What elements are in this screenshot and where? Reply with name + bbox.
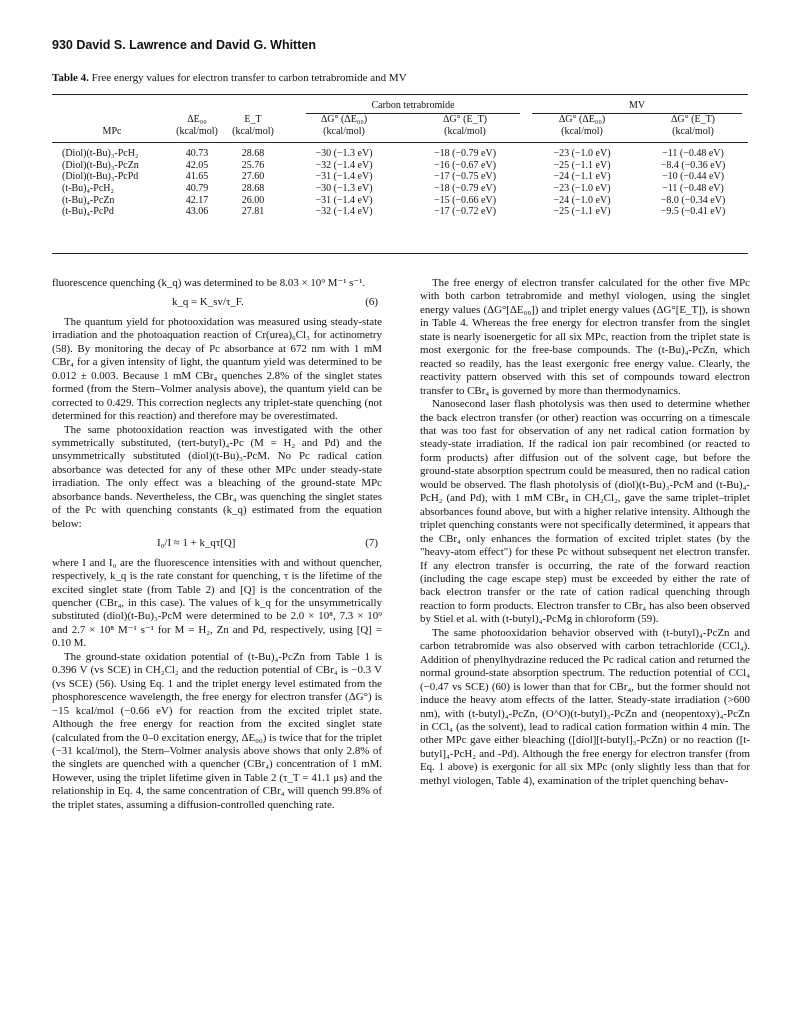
table-cell: −24 (−1.0 eV) xyxy=(553,194,611,206)
header-mv-g-et: ΔG° (E_T) xyxy=(670,114,716,125)
table-row xyxy=(52,160,748,172)
table-cell-mpc: (Diol)(t-Bu)₃-PcH₂ xyxy=(62,148,139,160)
table-cell: −17 (−0.72 eV) xyxy=(433,206,497,218)
header-e00-unit: (kcal/mol) xyxy=(176,125,218,137)
table-row xyxy=(52,183,748,195)
equation-6 xyxy=(52,296,382,309)
header-e00: ΔE₀₀ xyxy=(187,114,207,125)
table-row xyxy=(52,148,748,160)
header-mpc: MPc xyxy=(102,125,122,137)
table-cell: −8.4 (−0.36 eV) xyxy=(660,159,726,171)
table-cell-mpc: (t-Bu)₄-PcPd xyxy=(62,206,114,218)
free-energy-table xyxy=(52,100,748,218)
table-cell-mpc: (Diol)(t-Bu)₃-PcZn xyxy=(62,159,139,171)
group-header-carbon-tetrabromide: Carbon tetrabromide xyxy=(306,100,520,114)
paragraph: where I and I₀ are the fluorescence intensities with and without quencher, respectively, k_q is the rate constant for quenching, τ is the lifetime of the excited singlet state (from Table 2) and [Q] is the concentration of the quencher (CBr₄, in this case). The values of k_q for the unsymmetrically substituted (diol)(t-Bu)₃-PcM were determined to be 2.0 × 10⁸, 7.3 × 10⁹ and 2.7 × 10⁸ M⁻¹ s⁻¹ for M = H₂, Zn and Pd, respectively, using [Q] = 0.10 M. xyxy=(52,556,382,650)
paragraph: Nanosecond laser flash photolysis was then used to determine whether the back electron transfer (or other) reaction was occurring on a timescale that was too fast for observation of any net radical cation formation by steady-state irradiation. If the radical ion pair recombined (or reacted to form products) after diffusion out of the solvent cage, but before the ground-state absorption spectrum could be measured, then no radical cation would be observed. The flash photolysis of (diol)(t-Bu)₃-PcM and (t-Bu)₄-PcH₂ (and Pd), with 1 mM CBr₄ in CH₂Cl₂, gave the same triplet–triplet absorbances found above, but with a higher relative intensity. Although the triplet quenching constants were not specifically determined, it appears that the CBr₄ only enhances the formation of excited triplet states (by the "heavy-atom effect") for these Pc without subsequent net electron transfer. If any electron transfer is occurring, the rate of the forward reaction (including the cage escape step) must be exceeded by either the rate of back electron transfer or the rate of cation radical quenching through reaction to form products. Electron transfer to CBr₄ has also been observed by Stiel et al. with (t-butyl)₄-PcMg in chloroform (59). xyxy=(420,398,750,626)
table-cell: −25 (−1.1 eV) xyxy=(553,206,611,218)
table-cell: −30 (−1.3 eV) xyxy=(315,148,373,160)
table-cell: −18 (−0.79 eV) xyxy=(433,148,497,160)
table-cell: −18 (−0.79 eV) xyxy=(433,182,497,194)
table-cell: 28.68 xyxy=(241,148,265,160)
right-column xyxy=(420,277,750,788)
header-mv-g-e00-unit: (kcal/mol) xyxy=(561,125,603,137)
table-cell: −8.0 (−0.34 eV) xyxy=(660,194,726,206)
header-ct-g-e00-unit: (kcal/mol) xyxy=(323,125,365,137)
table-row xyxy=(52,195,748,207)
header-et: E_T xyxy=(244,114,262,125)
paragraph: The same photooxidation reaction was investigated with the other symmetrically substituted, (tert-butyl)₄-Pc (M = H₂ and Pd) and the unsymmetrically substituted (diol)(t-Bu)₃-PcM. No Pc radical cation absorbance was detected for any of these other MPc under steady-state irradiation. The only effect was a bleaching of the ground-state MPc absorbance bands. Nevertheless, the CBr₄ was quenching the singlet states of the Pc with quenching constants (k_q) estimated from the equation below: xyxy=(52,423,382,530)
group-header-mv: MV xyxy=(532,100,742,114)
header-ct-g-et: ΔG° (E_T) xyxy=(442,114,488,125)
table-row xyxy=(52,171,748,183)
table-cell-mpc: (Diol)(t-Bu)₃-PcPd xyxy=(62,171,139,183)
equation-6-body: k_q = K_sv/τ_F. xyxy=(172,296,244,309)
paragraph: The quantum yield for photooxidation was measured using steady-state irradiation and the photoaquation reaction of Cr(urea)₆Cl₃ for actinometry (58). By monitoring the decay of Pc absorbance at 672 nm with 1 mM CBr₄ for a given intensity of light, the quantum yield was determined to be 0.012 ± 0.003. Because 1 mM CBr₄ quenches 2.8% of the singlet states formed (from the Stern–Volmer analysis above), the quantum yield can be corrected to 0.429. This correction neglects any triplet-state quenching (not determined for this reaction) and therefore may be overestimated. xyxy=(52,315,382,423)
table-cell: 40.79 xyxy=(185,182,209,194)
table-cell: −17 (−0.75 eV) xyxy=(433,171,497,183)
header-et-unit: (kcal/mol) xyxy=(232,125,274,137)
paragraph: The free energy of electron transfer calculated for the other five MPc with both carbon tetrabromide and methyl viologen, using the singlet energy values (ΔG°[ΔE₀₀]) and triplet energy values (ΔG°[E_T]), is shown in Table 4. Whereas the free energy for electron transfer from the singlet state is nearly isoenergetic for all six MPc, reaction from the triplet state is most exergonic for the free-base compounds. The (t-Bu)₄-PcZn, which reacted so readily, has the least exergonic free energy value. Clearly, the reactivity pattern observed with this set of compounds toward electron transfer to CBr₄ is governed by more than thermodynamics. xyxy=(420,277,750,397)
table-cell: −16 (−0.67 eV) xyxy=(433,159,497,171)
table-cell: −9.5 (−0.41 eV) xyxy=(660,206,726,218)
table-cell: −23 (−1.0 eV) xyxy=(553,148,611,160)
table-cell: 42.17 xyxy=(185,194,209,206)
table-cell-mpc: (t-Bu)₄-PcZn xyxy=(62,194,115,206)
table-cell: 42.05 xyxy=(185,159,209,171)
table-cell: 25.76 xyxy=(241,159,265,171)
header-mv-g-e00: ΔG° (ΔE₀₀) xyxy=(558,114,606,125)
table-cell: −15 (−0.66 eV) xyxy=(433,194,497,206)
left-column xyxy=(52,277,382,812)
header-ct-g-e00: ΔG° (ΔE₀₀) xyxy=(320,114,368,125)
table-cell: −11 (−0.48 eV) xyxy=(662,148,724,160)
equation-7-body: I₀/I ≈ 1 + k_qτ[Q] xyxy=(157,537,236,550)
table-caption xyxy=(52,72,407,84)
header-ct-g-et-unit: (kcal/mol) xyxy=(444,125,486,137)
table-caption-text: Free energy values for electron transfer to carbon tetrabromide and MV xyxy=(91,72,407,84)
paragraph: The same photooxidation behavior observed with (t-butyl)₄-PcZn and carbon tetrabromide was also observed with carbon tetrachloride (CCl₄). Addition of phenylhydrazine reduced the Pc radical cation and returned the normal ground-state absorption spectrum. The reduction potential of CCl₄ (−0.47 vs SCE) (60) is lower than that for CBr₄, but the former should not induce the heavy atom effects of the latter. Steady-state irradiation (>600 nm), with (t-butyl)₄-PcZn, (O^O)(t-butyl)₃-PcZn and (neopentoxy)₄-PcZn in CCl₄ (as the solvent), lead to radical cation formation within 4 min. The other MPc gave either bleaching ([diol][t-butyl]₃-PcZn) or no reaction ([t-butyl]₄-PcH₂ and -Pd). Although the free energy for electron transfer (from Eq. 1 above) is exergonic for all six MPc (only slightly less than that for methyl viologen, Table 4), examination of the triplet quenching behav- xyxy=(420,626,750,787)
table-cell: −30 (−1.3 eV) xyxy=(315,182,373,194)
table-cell: −25 (−1.1 eV) xyxy=(553,159,611,171)
equation-7-number: (7) xyxy=(365,537,378,550)
table-cell: −31 (−1.4 eV) xyxy=(315,194,373,206)
table-cell: 41.65 xyxy=(185,171,209,183)
equation-6-number: (6) xyxy=(365,296,378,309)
paragraph: fluorescence quenching (k_q) was determined to be 8.03 × 10⁹ M⁻¹ s⁻¹. xyxy=(52,277,366,289)
table-cell: 40.73 xyxy=(185,148,209,160)
table-bottom-rule xyxy=(52,253,748,254)
table-cell: 43.06 xyxy=(185,206,209,218)
table-row xyxy=(52,206,748,218)
table-cell: −23 (−1.0 eV) xyxy=(553,182,611,194)
running-head: 930 David S. Lawrence and David G. Whitten xyxy=(52,38,316,52)
table-cell: −10 (−0.44 eV) xyxy=(661,171,725,183)
paragraph: The ground-state oxidation potential of (t-Bu)₄-PcZn from Table 1 is 0.396 V (vs SCE) in CH₂Cl₂ and the reduction potential of CBr₄ is −0.3 V (vs SCE) (56). Using Eq. 1 and the triplet energy level estimated from the phosphorescence wavelength, the free energy for electron transfer (ΔG°) is −15 kcal/mol (−0.66 eV) for reaction from the excited triplet state. Although the free energy for reaction from the excited singlet state (calculated from the 0–0 excitation energy, ΔE₀₀) is twice that for the triplet (−31 kcal/mol), the Stern–Volmer analysis above shows that only 2.8% of the singlets are quenched with a quencher (CBr₄) concentration of 1 mM. However, using the triplet lifetime given in Table 2 (τ_T = 41.1 μs) and the relationship in Eq. 4, the same concentration of CBr₄ will quench 99.8% of the triplet states, assuming a diffusion-controlled quenching rate. xyxy=(52,650,382,811)
table-cell: 27.81 xyxy=(241,206,265,218)
table-caption-label: Table 4. xyxy=(52,72,89,84)
table-top-rule xyxy=(52,94,748,95)
table-cell: 27.60 xyxy=(241,171,265,183)
header-mv-g-et-unit: (kcal/mol) xyxy=(672,125,714,137)
table-cell: −31 (−1.4 eV) xyxy=(315,171,373,183)
table-cell: −32 (−1.4 eV) xyxy=(315,206,373,218)
table-cell: 26.00 xyxy=(241,194,265,206)
equation-7 xyxy=(52,537,382,550)
table-cell: −24 (−1.1 eV) xyxy=(553,171,611,183)
table-cell: −11 (−0.48 eV) xyxy=(662,182,724,194)
table-cell: 28.68 xyxy=(241,182,265,194)
table-cell: −32 (−1.4 eV) xyxy=(315,159,373,171)
table-cell-mpc: (t-Bu)₄-PcH₂ xyxy=(62,182,114,194)
